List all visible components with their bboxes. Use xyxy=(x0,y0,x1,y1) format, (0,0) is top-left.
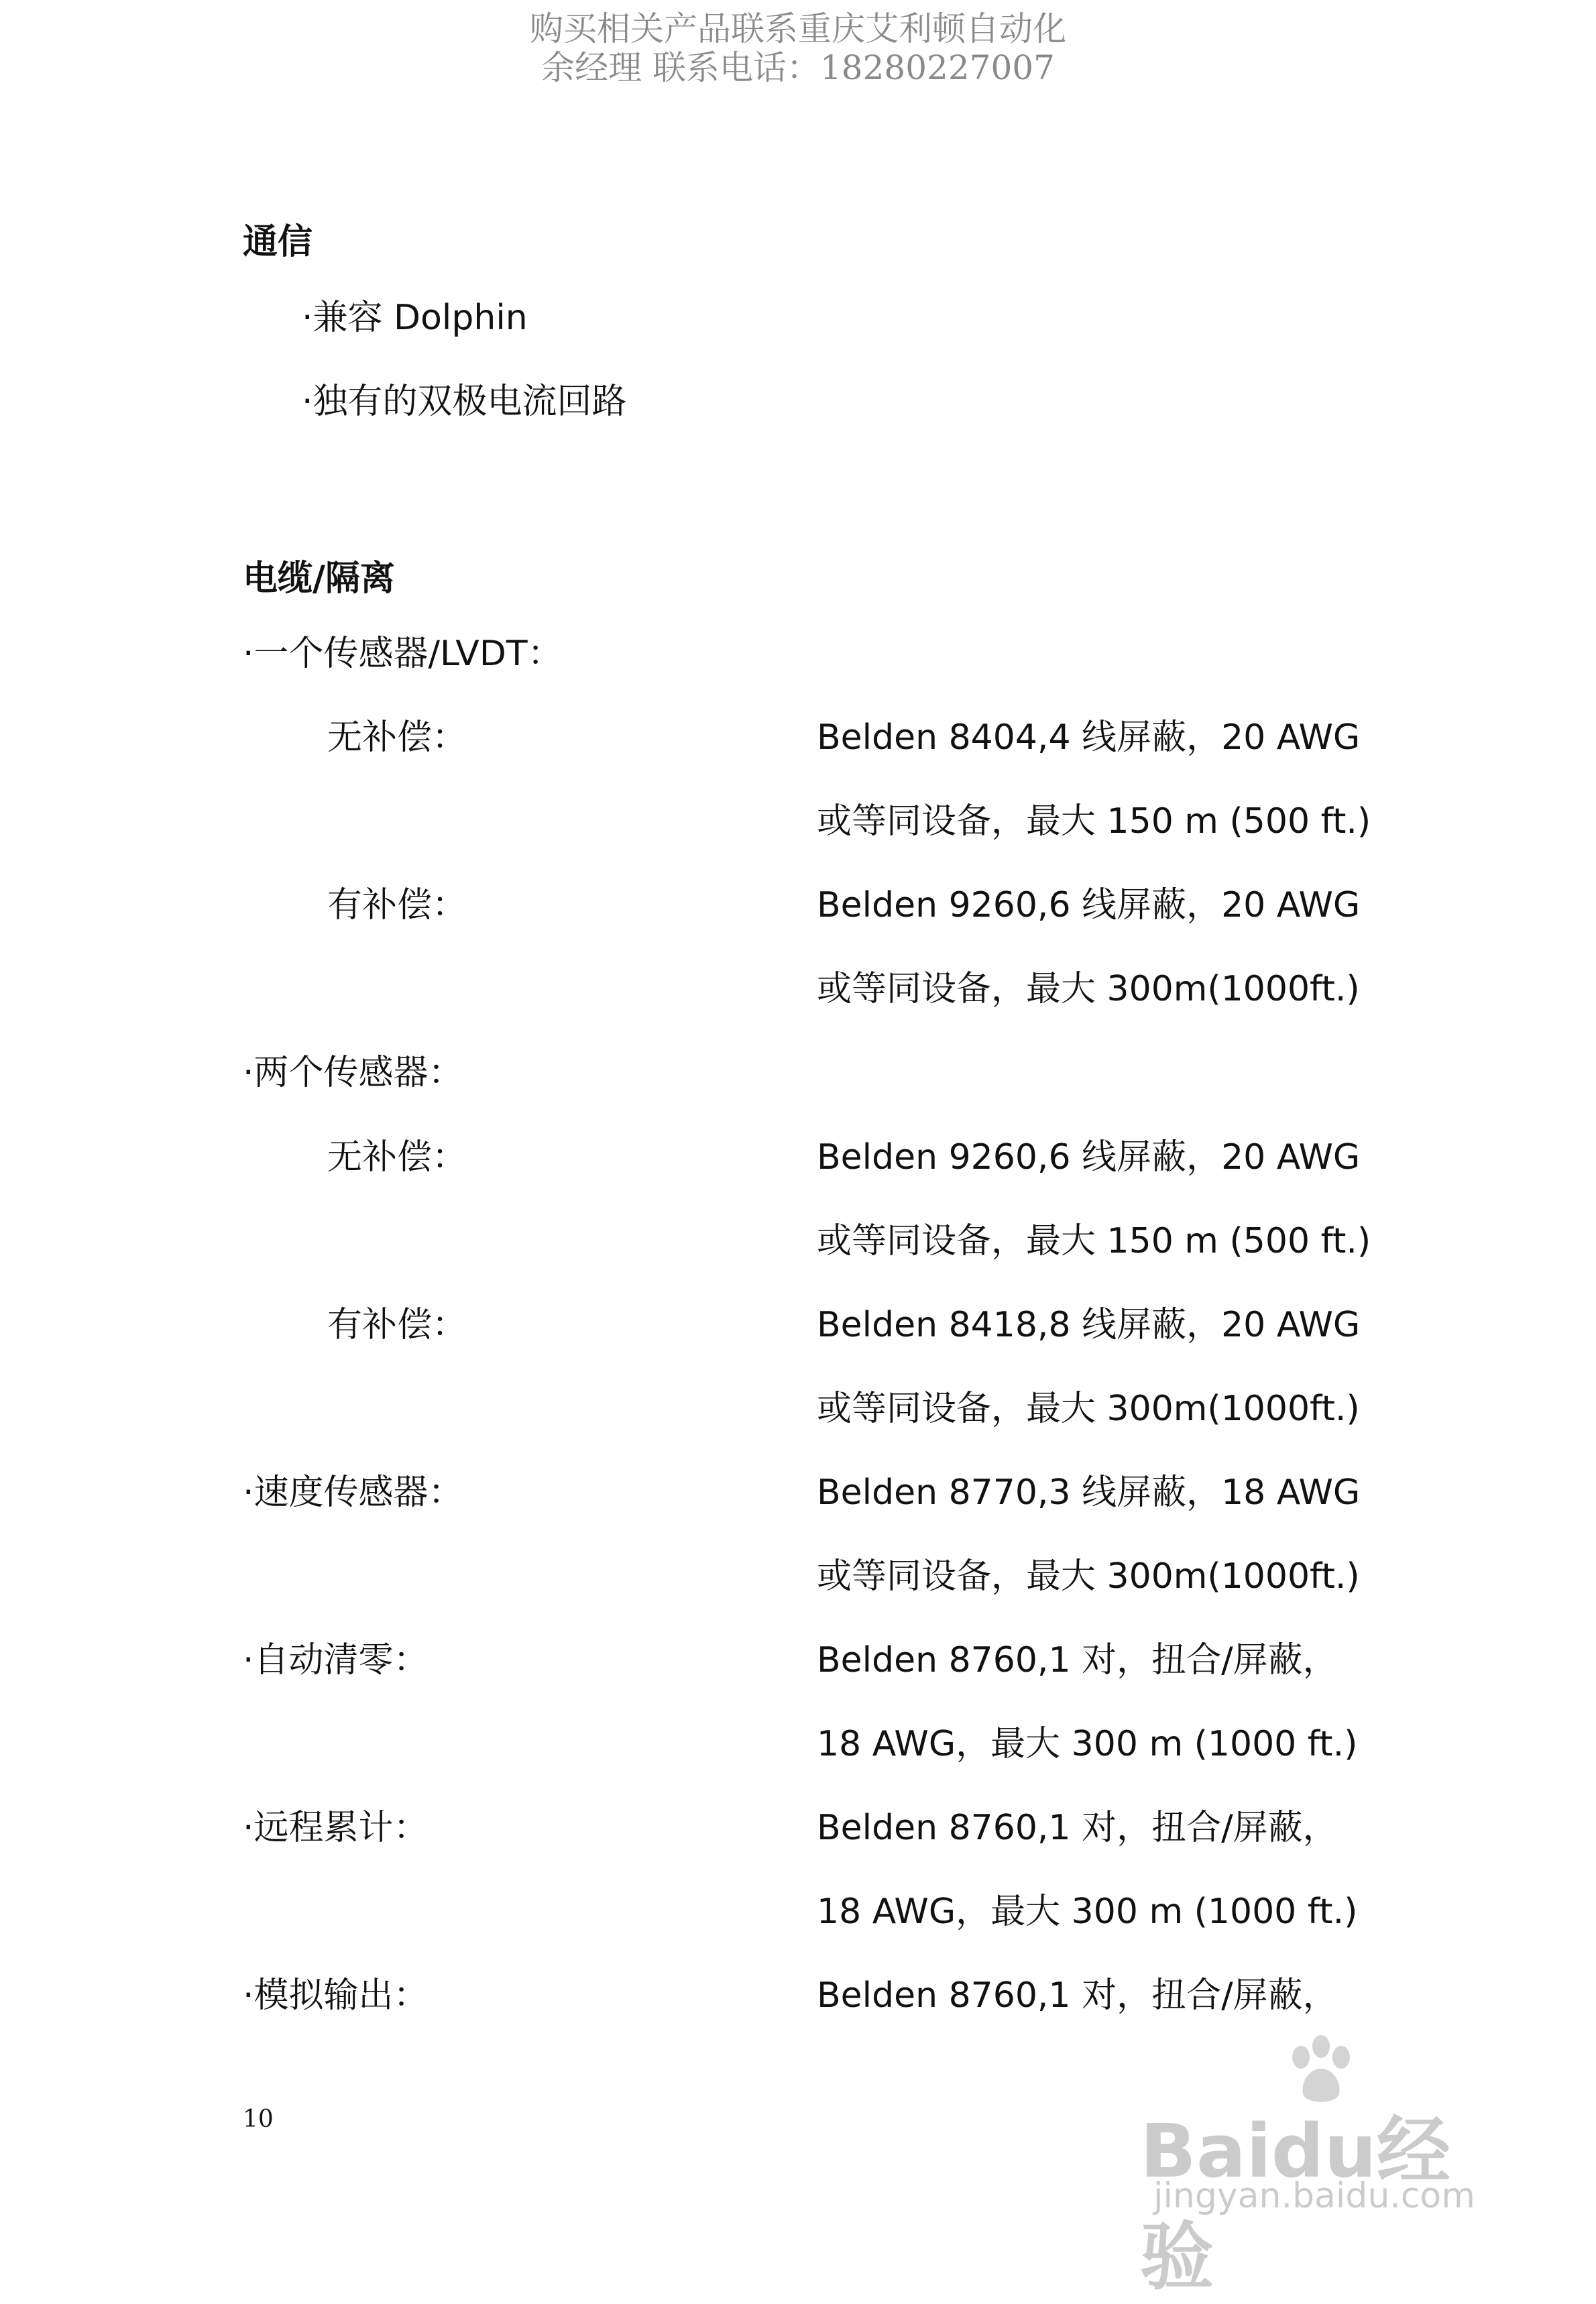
page-number: 10 xyxy=(243,2106,274,2133)
label-two-no-comp: 无补偿： xyxy=(327,1137,467,1177)
label-remote-total: ·远程累计： xyxy=(243,1808,429,1848)
section-title-cable: 电缆/隔离 xyxy=(243,559,395,599)
spec-auto-zero-2: 18 AWG，最大 300 m (1000 ft.) xyxy=(817,1724,1358,1764)
watermark-url: jingyan.baidu.com xyxy=(1153,2176,1475,2216)
spec-two-comp-1: Belden 8418,8 线屏蔽，20 AWG xyxy=(817,1305,1361,1345)
section-title-communication: 通信 xyxy=(243,222,313,262)
label-speed-sensor: ·速度传感器： xyxy=(243,1473,463,1513)
label-auto-zero: ·自动清零： xyxy=(243,1640,429,1680)
spec-auto-zero-1: Belden 8760,1 对，扭合/屏蔽， xyxy=(817,1640,1338,1680)
label-two-sensor: ·两个传感器： xyxy=(243,1053,463,1093)
spec-one-comp-1: Belden 9260,6 线屏蔽，20 AWG xyxy=(817,885,1361,925)
comm-item-bipolar: ·独有的双极电流回路 xyxy=(302,382,627,422)
label-one-comp: 有补偿： xyxy=(327,885,467,925)
watermark-brand: Bai xyxy=(1140,2108,1271,2194)
page-header xyxy=(0,9,1596,87)
spec-remote-1: Belden 8760,1 对，扭合/屏蔽， xyxy=(817,1808,1338,1848)
watermark-brand-cn: 经验 xyxy=(1140,2108,1450,2300)
spec-speed-1: Belden 8770,3 线屏蔽，18 AWG xyxy=(817,1473,1361,1513)
spec-two-comp-2: 或等同设备，最大 300m(1000ft.) xyxy=(817,1389,1360,1429)
spec-one-comp-2: 或等同设备，最大 300m(1000ft.) xyxy=(817,969,1360,1009)
label-one-no-comp: 无补偿： xyxy=(327,717,467,758)
label-analog-out: ·模拟输出： xyxy=(243,1975,429,2016)
comm-item-dolphin: ·兼容 Dolphin xyxy=(302,298,528,338)
spec-remote-2: 18 AWG，最大 300 m (1000 ft.) xyxy=(817,1892,1358,1932)
label-one-sensor: ·一个传感器/LVDT： xyxy=(243,634,563,674)
spec-one-no-comp-2: 或等同设备，最大 150 m (500 ft.) xyxy=(817,801,1371,842)
spec-one-no-comp-1: Belden 8404,4 线屏蔽，20 AWG xyxy=(817,717,1361,758)
label-two-comp: 有补偿： xyxy=(327,1305,467,1345)
watermark-brand-2: du xyxy=(1271,2108,1377,2194)
baidu-watermark xyxy=(1140,2032,1516,2300)
spec-two-no-comp-1: Belden 9260,6 线屏蔽，20 AWG xyxy=(817,1137,1361,1177)
header-line-2: 余经理 联系电话：18280227007 xyxy=(541,48,1055,87)
spec-speed-2: 或等同设备，最大 300m(1000ft.) xyxy=(817,1556,1360,1597)
header-line-1: 购买相关产品联系重庆艾利顿自动化 xyxy=(530,9,1066,48)
spec-analog-1: Belden 8760,1 对，扭合/屏蔽， xyxy=(817,1975,1338,2016)
spec-two-no-comp-2: 或等同设备，最大 150 m (500 ft.) xyxy=(817,1221,1371,1261)
